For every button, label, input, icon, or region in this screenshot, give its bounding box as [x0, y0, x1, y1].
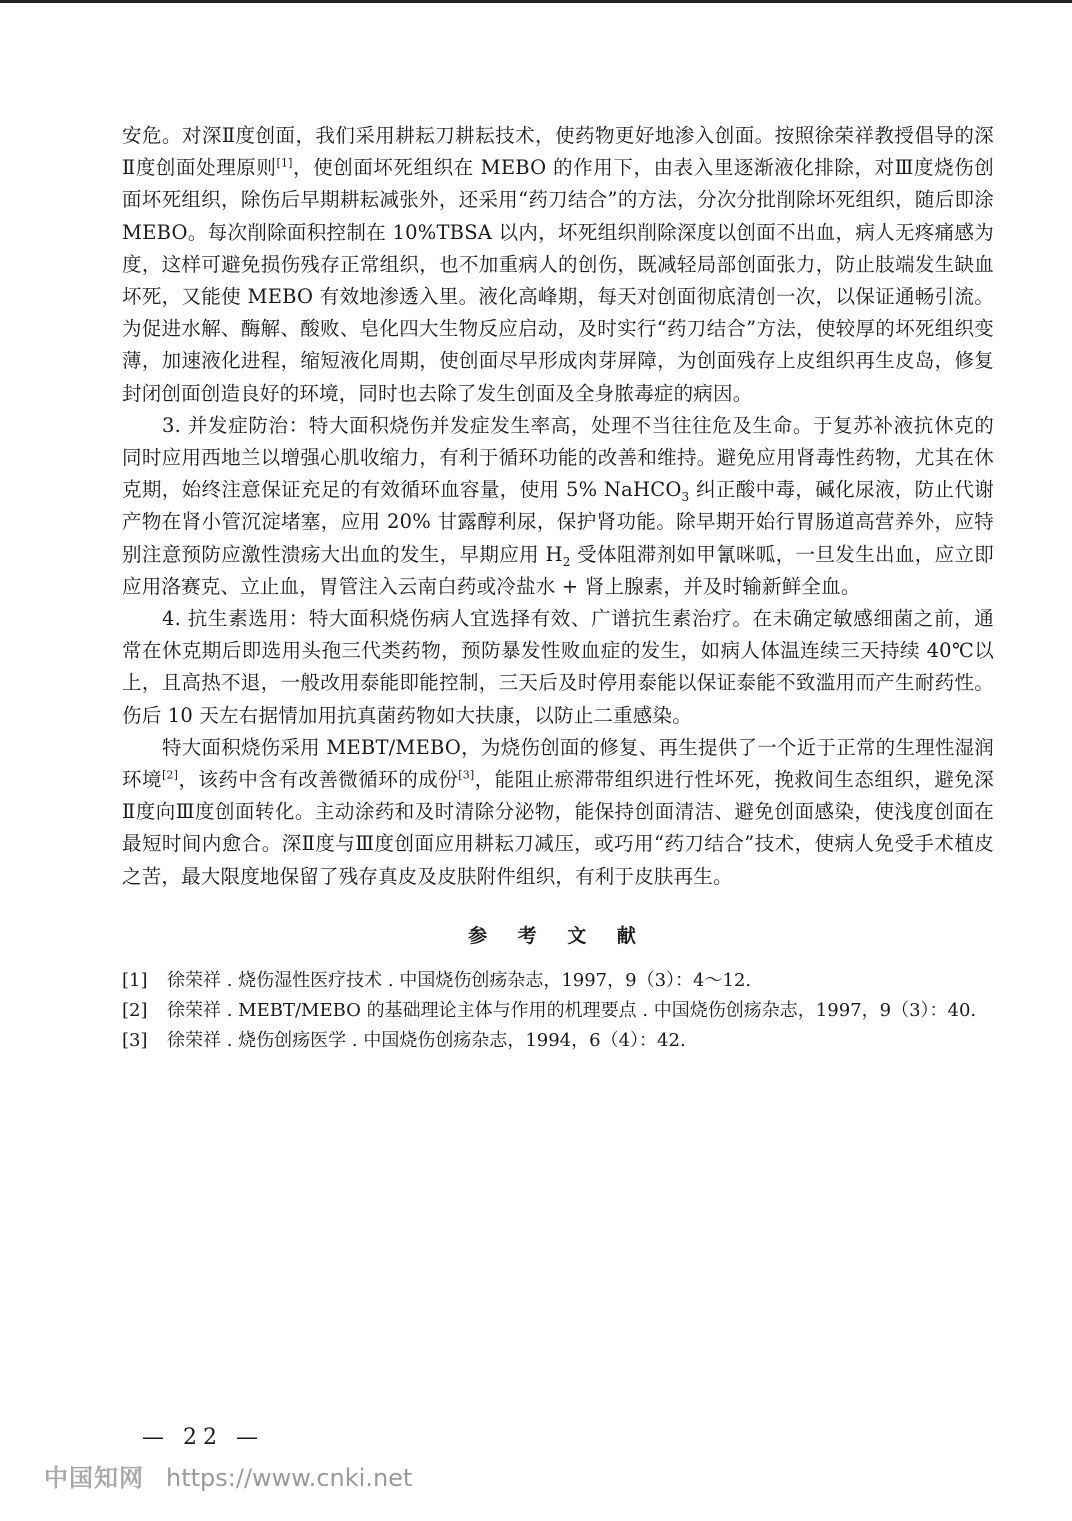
citation-superscript: [2] [161, 768, 179, 782]
reference-item [122, 966, 994, 996]
references-heading: 参 考 文 献 [468, 924, 648, 947]
paragraph-text: 4. 抗生素选用：特大面积烧伤病人宜选择有效、广谱抗生素治疗。在未确定敏感细菌之前，通常在休克期后即选用头孢三代类药物，预防暴发性败血症的发生，如病人体温连续三天持续 40℃以上，且高热不退，一般改用泰能即能控制，三天后及时停用泰能以保证泰能不致滥用而产生耐药性。伤后 10 天左右据情加用抗真菌药物如大扶康，以防止二重感染。 [122, 607, 994, 727]
reference-number: [3] [122, 1029, 148, 1051]
watermark-brand: 中国知网 [44, 1464, 144, 1492]
paragraph-text: ，使创面坏死组织在 MEBO 的作用下，由表入里逐渐液化排除，对Ⅲ度烧伤创面坏死组织，除伤后早期耕耘减张外，还采用“药刀结合”的方法，分次分批削除坏死组织，随后即涂 MEBO。每次削除面积控制在 10%TBSA 以内，坏死组织削除深度以创面不出血，病人无疼痛感为度，这样可避免损伤残存正常组织，也不加重病人的创伤，既减轻局部创面张力，防止肢端发生缺血坏死，又能使 MEBO 有效地渗透入里。液化高峰期，每天对创面彻底清创一次，以保证通畅引流。为促进水解、酶解、酸败、皂化四大生物反应启动，及时实行“药刀结合”方法，使较厚的坏死组织变薄，加速液化进程，缩短液化周期，使创面尽早形成肉芽屏障，为创面残存上皮组织再生皮岛，修复封闭创面创造良好的环境，同时也去除了发生创面及全身脓毒症的病因。 [122, 156, 995, 405]
reference-number: [1] [122, 969, 148, 991]
paragraph-text: ，能阻止瘀滞带组织进行性坏死，挽救间生态组织，避免深Ⅱ度向Ⅲ度创面转化。主动涂药和及时清除分泌物，能保持创面清洁、避免创面感染，使浅度创面在最短时间内愈合。深Ⅱ度与Ⅲ度创面应用耕耘刀减压，或巧用“药刀结合”技术，使病人免受手术植皮之苦，最大限度地保留了残存真皮及皮肤附件组织，有利于皮肤再生。 [122, 768, 994, 888]
paragraph-text: 安危。对深Ⅱ度创面，我们采用耕耘刀耕耘技术，使药物更好地渗入创面。按照徐荣祥教授倡导的深Ⅱ度创面处理原则 [122, 124, 994, 180]
article-body [122, 120, 994, 1056]
citation-superscript: [1] [276, 156, 293, 170]
paragraph-text: ，该药中含有改善微循环的成份 [178, 768, 459, 792]
paragraph-conclusion [122, 732, 994, 893]
subscript: 3 [681, 490, 690, 505]
paragraph-text: 特大面积烧伤采用 MEBT/MEBO，为烧伤创面的修复、再生提供了一个近于正常的生理性湿润环境 [122, 735, 994, 792]
subscript: 2 [562, 554, 571, 569]
paragraph-complications [122, 410, 994, 603]
citation-superscript: [3] [458, 768, 475, 782]
reference-number: [2] [122, 999, 148, 1021]
paragraph-wound-treatment [122, 120, 994, 410]
paragraph-text: 受体阻滞剂如甲氰咪呱，一旦发生出血，应立即应用洛赛克、立止血，胃管注入云南白药或冷盐水 + 肾上腺素，并及时输新鲜全血。 [122, 542, 994, 598]
cnki-watermark [44, 1458, 412, 1493]
reference-text: 徐荣祥 . 烧伤湿性医疗技术 . 中国烧伤创疡杂志，1997，9（3）：4～12. [167, 969, 752, 991]
page-number: — 22 — [142, 1425, 264, 1450]
watermark-url: https://www.cnki.net [166, 1464, 413, 1492]
reference-text: 徐荣祥 . MEBT/MEBO 的基础理论主体与作用的机理要点 . 中国烧伤创疡杂志，1997，9（3）：40. [167, 999, 977, 1021]
reference-text: 徐荣祥 . 烧伤创疡医学 . 中国烧伤创疡杂志，1994，6（4）：42. [167, 1029, 686, 1051]
paragraph-text: 纠正酸中毒，碱化尿液，防止代谢产物在肾小管沉淀堵塞，应用 20% 甘露醇利尿，保护肾功能。除早期开始行胃肠道高营养外，应特别注意预防应激性溃疡大出血的发生，早期应用 H [122, 478, 994, 566]
reference-item [122, 1026, 994, 1056]
paragraph-antibiotics [122, 603, 994, 732]
paragraph-text: 3. 并发症防治：特大面积烧伤并发症发生率高，处理不当往往危及生命。于复苏补液抗休克的同时应用西地兰以增强心肌收缩力，有利于循环功能的改善和维持。避免应用肾毒性药物，尤其在休克期，始终注意保证充足的有效循环血容量，使用 5% NaHCO [122, 413, 994, 502]
top-border-rule [0, 0, 1072, 3]
reference-item [122, 996, 994, 1026]
